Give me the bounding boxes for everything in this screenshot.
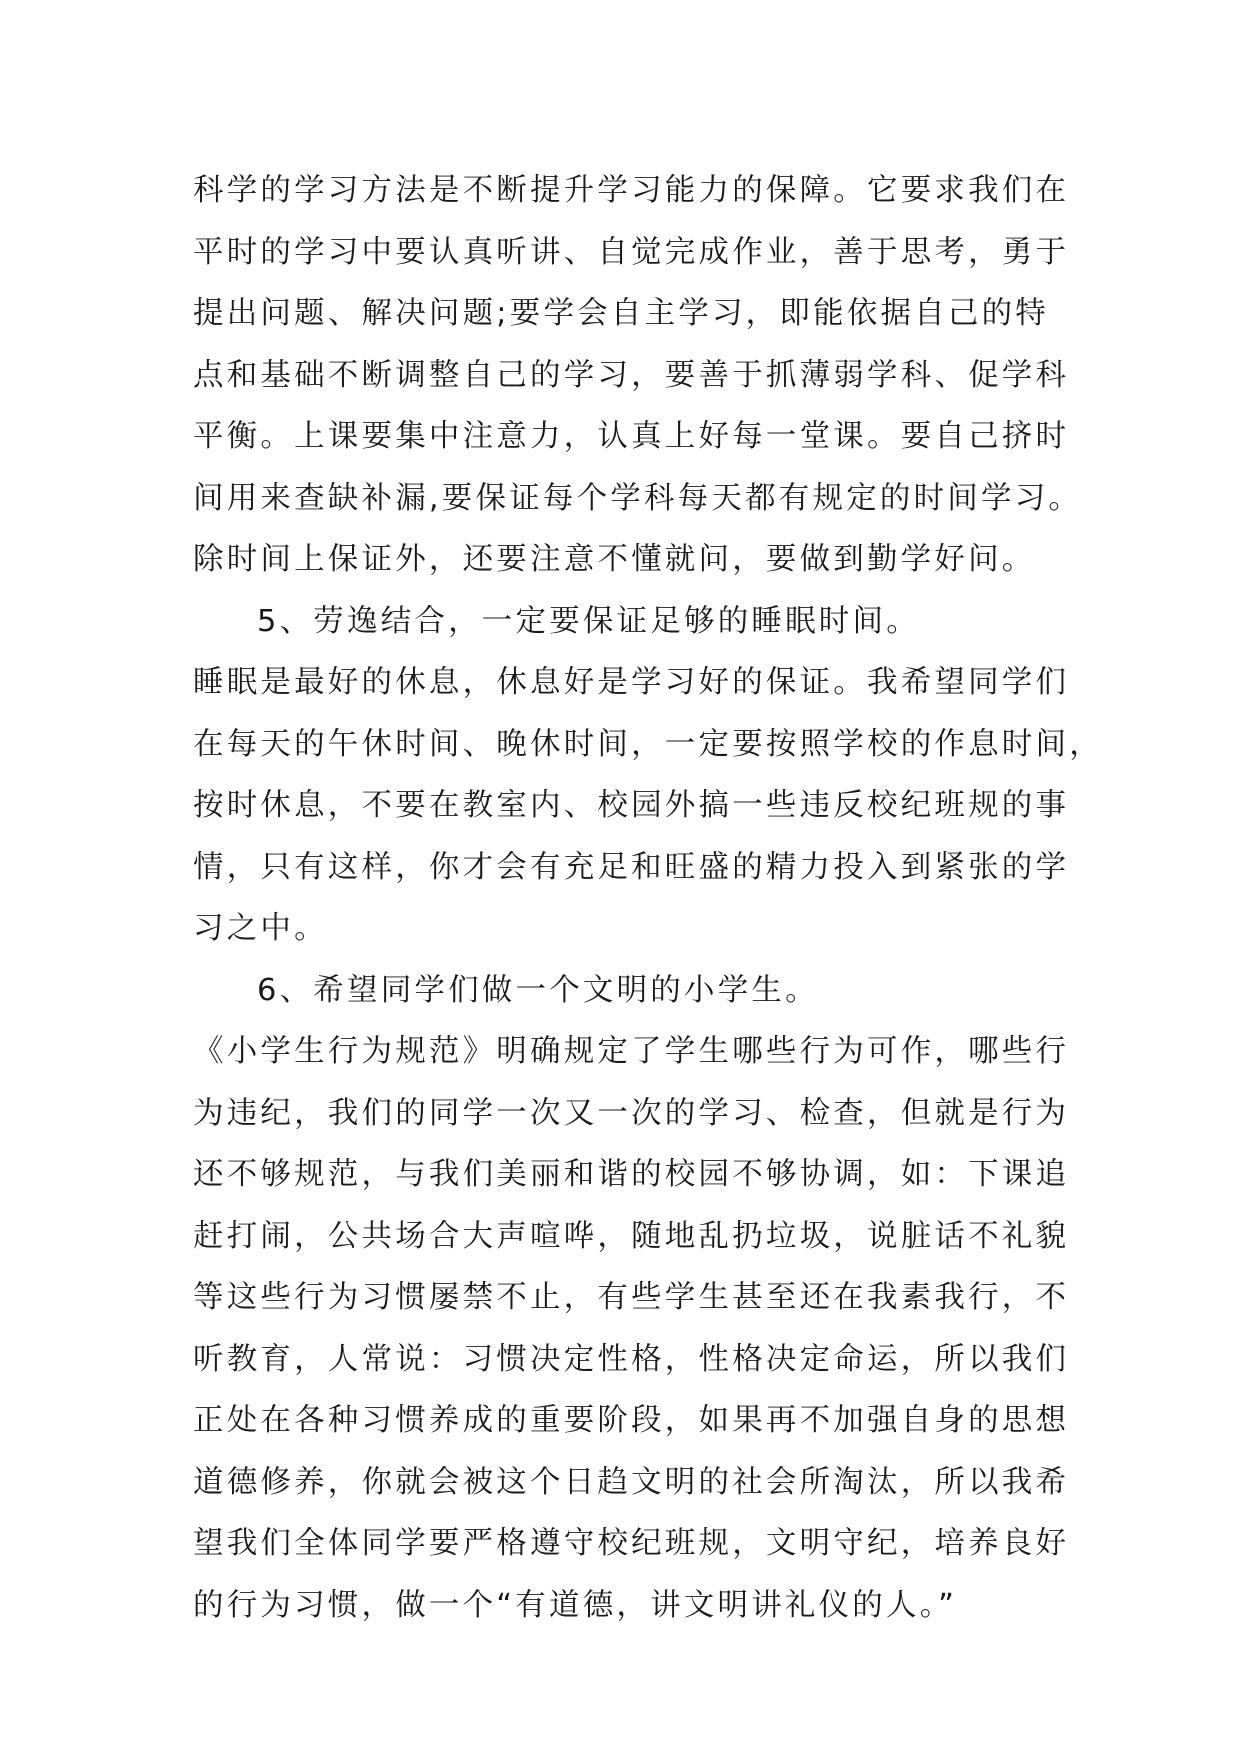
text-line: 睡眠是最好的休息，休息好是学习好的保证。我希望同学们 xyxy=(193,665,1070,700)
text-line: 平时的学习中要认真听讲、自觉完成作业，善于思考，勇于 xyxy=(193,234,1070,270)
text-line: 习之中。 xyxy=(193,911,328,946)
text-line: 按时休息，不要在教室内、校园外搞一些违反校纪班规的事 xyxy=(193,788,1070,823)
text-line: 为违纪，我们的同学一次又一次的学习、检查，但就是行为 xyxy=(193,1095,1070,1131)
text-line: 道德修养，你就会被这个日趋文明的社会所淘汰，所以我希 xyxy=(193,1464,1070,1500)
text-line: 的行为习惯，做一个“有道德，讲文明讲礼仪的人。” xyxy=(193,1587,958,1623)
text-line: 除时间上保证外，还要注意不懂就问，要做到勤学好问。 xyxy=(193,542,1036,577)
paragraph-rest xyxy=(193,652,1103,960)
paragraph-study-methods xyxy=(193,160,1083,591)
text-line: 情，只有这样，你才会有充足和旺盛的精力投入到紧张的学 xyxy=(193,849,1070,885)
text-line: 赶打闹，公共场合大声喧哗，随地乱扔垃圾，说脏话不礼貌 xyxy=(193,1218,1070,1254)
paragraph-civility xyxy=(193,1021,1070,1636)
text-line: 在每天的午休时间、晚休时间，一定要按照学校的作息时间， xyxy=(193,726,1103,762)
heading-item-6 xyxy=(193,960,1053,1022)
text-line: 听教育，人常说：习惯决定性格，性格决定命运，所以我们 xyxy=(193,1341,1070,1377)
text-line: 科学的学习方法是不断提升学习能力的保障。它要求我们在 xyxy=(193,173,1070,208)
text-line: 平衡。上课要集中注意力，认真上好每一堂课。要自己挤时 xyxy=(193,419,1070,454)
text-line: 提出问题、解决问题;要学会自主学习，即能依据自己的特 xyxy=(193,296,1049,331)
text-line: 等这些行为习惯屡禁不止，有些学生甚至还在我素我行，不 xyxy=(193,1280,1070,1315)
text-line: 点和基础不断调整自己的学习，要善于抓薄弱学科、促学科 xyxy=(193,357,1070,393)
document-body xyxy=(193,160,1103,1636)
heading-item-5 xyxy=(193,591,1053,653)
text-line: 6、希望同学们做一个文明的小学生。 xyxy=(257,972,819,1008)
text-line: 5、劳逸结合，一定要保证足够的睡眠时间。 xyxy=(257,603,920,639)
text-line: 正处在各种习惯养成的重要阶段，如果再不加强自身的思想 xyxy=(193,1403,1070,1438)
text-line: 还不够规范，与我们美丽和谐的校园不够协调，如：下课追 xyxy=(193,1157,1070,1192)
text-line: 《小学生行为规范》明确规定了学生哪些行为可作，哪些行 xyxy=(193,1034,1070,1069)
text-line: 望我们全体同学要严格遵守校纪班规，文明守纪，培养良好 xyxy=(193,1526,1070,1561)
text-line: 间用来查缺补漏,要保证每个学科每天都有规定的时间学习。 xyxy=(193,480,1083,516)
